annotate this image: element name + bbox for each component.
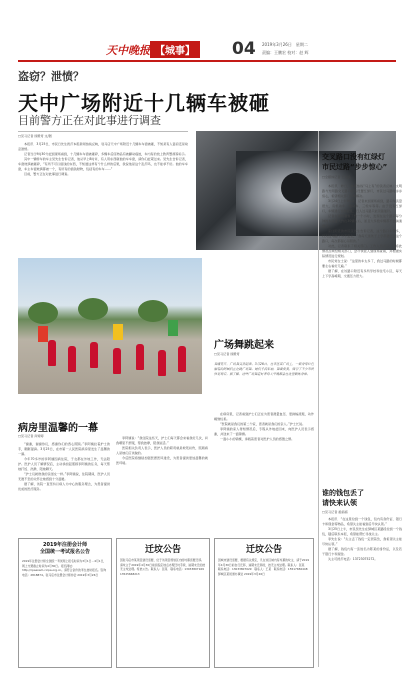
warm-paragraph: “谢谢，谢谢你们，感谢你们的悉心照顾。”李阿姨拉着护士的手，眼眶湿润。3月25日，在市第一人民医院病房里发生了温馨的一幕。 xyxy=(18,442,110,456)
cpa-exam-notice xyxy=(18,538,112,668)
warm-paragraph: 据了解，该院一直坚持以病人为中心的服务理念，为患者提供优质的医疗服务。 xyxy=(18,482,110,491)
warm-paragraph: 一面小小的锦旗，承载着患者对医护人员的感激之情。 xyxy=(220,437,295,441)
crossroads-paragraph: 记者在现场观察了约一个小时，发现在这个路口每分钟的车流量大约在30辆左右，而且大多数车辆都不会减速慢行。 xyxy=(322,214,402,228)
cpa-notice-title: 2019年注册会计师 全国统一考试报名公告 xyxy=(39,542,90,555)
warm-col2 xyxy=(116,436,208,536)
warm-paragraph: “护士们就像我的亲闺女一样。”李阿姨说，住院期间，医护人员无微不至的关怀让她感到十分温暖。 xyxy=(18,472,110,481)
page-number: 04 xyxy=(232,39,256,59)
dance-title: 广场舞跳起来 xyxy=(214,340,274,351)
warm-col1 xyxy=(18,442,110,552)
warm-story-title: 病房里温馨的一幕 xyxy=(18,423,98,434)
grave-notice-1-title: 迁坟公告 xyxy=(144,545,181,555)
crossroads-title: 交叉路口没有红绿灯 市民过路“步步惊心” xyxy=(322,153,388,171)
wallet-paragraph: 李先生说：“失主丢了钱包一定很着急，我希望失主能尽快认领。” xyxy=(322,537,402,546)
lead-paragraph: 记者当日9时30分赶到现场看到，十几辆车车窗被砸碎，多辆车后座物品有被翻动痕迹，车内有的放上教育警视等标示。 xyxy=(24,152,188,156)
cpa-notice-text: 2019年注册会计师全国统一考试网上报名时间为3月1日－4月1日，网上交费截止时间为4月30日。报名网址：http://cpaexam.cicpa.org.cn。请符合条件的考生按时报名。咨询电话：2818874。驻马店市注册会计师协会 2019年3月26日 xyxy=(22,559,107,577)
crossroads-paragraph: 本报讯 昨日，本报热线“马上有”的读者反映：文明路与光明路交叉路口没有设置红绿灯，市民过马路时步步惊心，希望相关部门尽快解决。 xyxy=(322,184,402,198)
grave-notice-1 xyxy=(116,538,210,668)
issue-date: 2019年3月26日 星期二 xyxy=(262,42,308,47)
warm-paragraph: 医院相关负责人表示，医护人员的职责就是救死扶伤，照顾病人是她们应该做的。 xyxy=(116,446,208,455)
dance-text: 春暖花开，广场舞又热起来。3月26日，在市区某广场上，一群身穿红色服装的阿姨们正在跳广场舞。她们手持彩扇，舞姿优美，吸引了不少市民驻足观看。据了解，这些广场舞爱好者每天早晚都会在这里锻炼身体。 xyxy=(214,362,314,376)
wallet-title: 谁的钱包丢了 请快来认领 xyxy=(322,489,364,507)
crossroads-paragraph: 据了解，在该路口附近有多所学校和住宅小区，每天上下学高峰期，交通压力很大。 xyxy=(322,269,402,278)
editors-line: 责编：王鹏宏 校对：赵 辉 xyxy=(262,50,309,55)
grave-notice-2-title: 迁坟公告 xyxy=(245,545,282,555)
grave-notice-2-text: 因城市建设需要，根据有关规定，凡在该区域内有坟墓的坟主，请于2019年4月30日前自行迁移，逾期未迁移的，按无主坟处理。联系人：张某 联系电话：13033807029 联系人：王某 联系电话：15517656448 驿城区某街道办事处 2019年3月26日 xyxy=(218,558,311,576)
wallet-story xyxy=(322,488,402,665)
dance-byline: □见习记者 徐殿奇 xyxy=(214,352,240,356)
warm-paragraph: 李阿姨的家人得知情况后，专程从外地赶回来，向医护人员表示感谢，并送来了一面锦旗。 xyxy=(214,427,314,436)
column-divider xyxy=(318,131,319,667)
lead-byline: □见习记者 徐殿奇 文/图 xyxy=(18,134,52,138)
warm-paragraph: 在病房里，记者看到护士们正在为患者测量血压、更换输液瓶，动作娴熟轻柔。 xyxy=(214,412,314,421)
wallet-byline: □见习记者 祖娟娟 xyxy=(322,510,348,514)
warm-paragraph: 今年70多岁的李阿姨因病住院，子女都在外地工作，无法陪护。医护人员了解情况后，主动承担起照顾李阿姨的任务，每天帮她打饭、洗漱、陪她聊天。 xyxy=(18,457,110,471)
wallet-paragraph: 本报讯 “在这里捡到一个钱包，包内有身份证、银行卡和现金等物品，希望失主能看到后尽快认领。” xyxy=(322,517,402,526)
crossroads-paragraph: 市民刘女士说：“这里的车太多了，我过马路的时候都要左右看好几遍。” xyxy=(322,259,402,268)
warm-story-byline: □见习记者 肖婷婷 xyxy=(18,434,44,438)
warm-col3 xyxy=(214,412,314,536)
crossroads-paragraph: 3月24日上午9时许，记者来到现场看到，路口车流量很大，有机动车、电动车、三轮车等等。由于没有红绿灯，车辆通行比较混乱，行人过马路只能见缝插针。 xyxy=(322,199,402,213)
lead-kicker: 盗窃？泄愤？ xyxy=(18,70,84,83)
wallet-paragraph: 3月25日上午，市民吴先生在驿城区某路段捡到一个钱包，随后联系本报，希望能帮忙寻找失主。 xyxy=(322,527,402,536)
lead-headline: 天中广场附近十几辆车被砸 xyxy=(18,91,270,115)
newspaper-logo: 天中晚报 xyxy=(106,44,150,57)
lead-divider xyxy=(18,131,188,132)
warm-paragraph: 李阿姨说：“我住院这些天，护士们每天都会来看我好几次，问我哪里不舒服，帮我按摩，陪我说话。” xyxy=(116,436,208,445)
warm-paragraph: 今后医院将继续加强医德医风建设，为患者提供更加温馨的就医环境。 xyxy=(116,456,208,465)
crossroads-paragraph: 对此，记者联系了相关部门。工作人员表示，已将此情况反映给相关部门，会尽快派人到现场查看，并根据实际情况进行规划。 xyxy=(322,244,402,258)
lead-paragraph: 本报讯 3月25日，市民日先生拨打本报新闻热线反映，驻马店天中广场附近十几辆车车窗被砸，不知是有人盗窃还是故意泄愤。 xyxy=(18,142,188,151)
square-dance-photo xyxy=(18,258,202,394)
wallet-paragraph: 据了解，钱包内有一张姓名为陈某的身份证，以及若干银行卡和现金。 xyxy=(322,547,402,556)
lead-paragraph: 目前，警方正在对此事进行调查。 xyxy=(24,172,71,176)
warm-paragraph: “医院就是我们的第二个家，患者就是我们的亲人。”护士长说。 xyxy=(220,422,306,426)
lead-paragraph: 其中一辆轿车的车主吴先生告诉记者，他从早上8时许，有人用东西砸他的车车窗，请你们赶紧过来。吴先生告诉记者，车窗玻璃被砸碎，“有所不可以值钱的东西，不知道这样有个什么样的后果，我说他是这个乱打吗，也不能拿不好。他的车车窗，车主车窗玻璃都被一个，有所有的值钱财物，包括有的车车……” xyxy=(18,157,188,171)
header-rule xyxy=(18,60,396,62)
wallet-paragraph: 失主可拨打电话：13723075272。 xyxy=(328,557,378,561)
crossroads-paragraph: 家住附近的市民张先生告诉记者，这个路口车辆多，行人过马路十分不安全，“我每天送孩子上学都要经过这个路口，每次都提心吊胆的。” xyxy=(322,229,402,243)
lead-subhead: 目前警方正在对此事进行调查 xyxy=(18,114,161,127)
grave-notice-2 xyxy=(214,538,314,668)
grave-notice-1-text: 因驻马店市某项目建设需要，位于该项目规划区内的坟墓需要迁移。请坟主于2019年4月30日前到指定地点办理迁坟手续，逾期未迁的按无主坟处理。特此公告。联系人：张某 联系电话：13033807169 13525668213 xyxy=(120,558,207,576)
lead-body xyxy=(18,142,188,177)
crossroads-story xyxy=(322,152,402,454)
section-label: 【城事】 xyxy=(150,41,200,58)
crossroads-byline: □全媒体记者 王永良 xyxy=(322,175,351,179)
